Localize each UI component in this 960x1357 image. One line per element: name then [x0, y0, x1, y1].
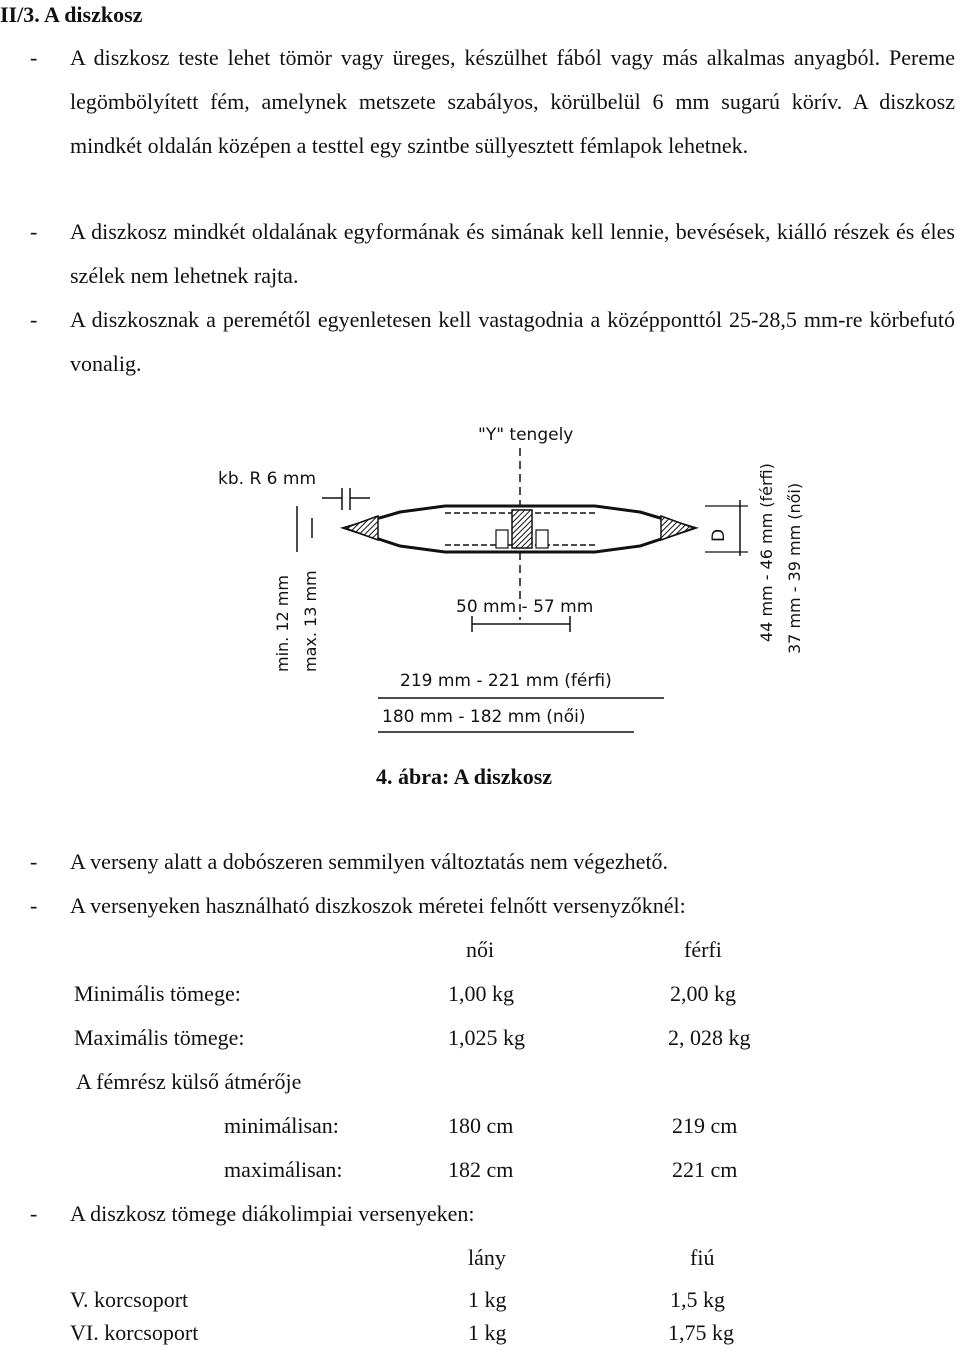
rim-max-label: max. 13 mm: [301, 570, 320, 672]
section-title: II/3. A diszkosz: [0, 2, 143, 27]
cell-group-vi-boys: 1,75 kg: [668, 1320, 734, 1345]
thickness-women-label: 37 mm - 39 mm (női): [785, 482, 804, 654]
bullet-text-thickness: A diszkosznak a peremétől egyenletesen kell vastagodnia a középponttól 25-28,5 mm-re körbefutó vonalig.: [70, 307, 955, 376]
diameter-women-label: 180 mm - 182 mm (női): [382, 707, 586, 727]
cell-min-weight-men: 2,00 kg: [670, 981, 736, 1006]
cell-min-diameter-men: 219 cm: [672, 1113, 738, 1138]
bullet-dash: -: [30, 307, 38, 332]
bullet-dash: -: [30, 1201, 38, 1226]
bullet-text-surface: A diszkosz mindkét oldalának egyformának és simának kell lennie, bevésések, kiálló részek és éles szélek nem lehetnek rajta.: [70, 219, 955, 288]
row-label-min-weight: Minimális tömege:: [74, 981, 241, 1006]
thickness-d-label: D: [709, 528, 729, 542]
rim-min-label: min. 12 mm: [273, 575, 292, 672]
col-header-girls: lány: [468, 1245, 506, 1270]
cell-max-weight-men: 2, 028 kg: [668, 1025, 751, 1050]
row-label-group-v: V. korcsoport: [70, 1287, 189, 1312]
diameter-men-label: 219 mm - 221 mm (férfi): [400, 671, 612, 691]
bullet-text-no-change: A verseny alatt a dobószeren semmilyen változtatás nem végezhető.: [70, 849, 669, 874]
col-header-boys: fiú: [690, 1245, 715, 1270]
cell-max-diameter-men: 221 cm: [672, 1157, 738, 1182]
center-measure-label: 50 mm - 57 mm: [456, 597, 594, 617]
radius-label: kb. R 6 mm: [218, 469, 316, 489]
cell-group-v-boys: 1,5 kg: [670, 1287, 725, 1312]
row-label-group-vi: VI. korcsoport: [70, 1320, 199, 1345]
bullet-dash: -: [30, 893, 38, 918]
thickness-men-label: 44 mm - 46 mm (férfi): [757, 463, 776, 642]
col-header-men: férfi: [684, 937, 722, 962]
bullet-text-student-weights: A diszkosz tömege diákolimpiai versenyeken:: [70, 1201, 475, 1226]
cell-max-diameter-women: 182 cm: [448, 1157, 514, 1182]
bullet-dash: -: [30, 849, 38, 874]
discus-rim-left: [345, 516, 378, 540]
cell-max-weight-women: 1,025 kg: [448, 1025, 525, 1050]
bullet-text-material: A diszkosz teste lehet tömör vagy üreges, készülhet fából vagy más alkalmas anyagból. Pereme legömbölyített fém, amelynek metszete szabályos, körülbelül 6 mm sugarú körív. A diszkosz mindkét oldalán középen a testtel egy szintbe süllyesztett fémlapok lehetnek.: [70, 45, 955, 158]
discus-rim-right: [661, 516, 694, 540]
cell-group-v-girls: 1 kg: [468, 1287, 507, 1312]
discus-diagram: [200, 410, 820, 740]
discus-hub-plate-left: [496, 530, 508, 548]
bullet-text-adult-sizes: A versenyeken használható diszkoszok méretei felnőtt versenyzőknél:: [70, 893, 686, 918]
row-label-max-diameter: maximálisan:: [224, 1157, 343, 1182]
row-label-diameter-heading: A fémrész külső átmérője: [76, 1069, 302, 1094]
bullet-dash: -: [30, 219, 38, 244]
y-axis-label: "Y" tengely: [478, 425, 574, 445]
row-label-max-weight: Maximális tömege:: [74, 1025, 245, 1050]
discus-hub-plate-right: [536, 530, 548, 548]
cell-min-weight-women: 1,00 kg: [448, 981, 514, 1006]
discus-hub: [512, 510, 532, 548]
cell-min-diameter-women: 180 cm: [448, 1113, 514, 1138]
cell-group-vi-girls: 1 kg: [468, 1320, 507, 1345]
row-label-min-diameter: minimálisan:: [224, 1113, 339, 1138]
figure-caption: 4. ábra: A diszkosz: [376, 764, 553, 789]
bullet-dash: -: [30, 45, 38, 70]
col-header-women: női: [466, 937, 495, 962]
